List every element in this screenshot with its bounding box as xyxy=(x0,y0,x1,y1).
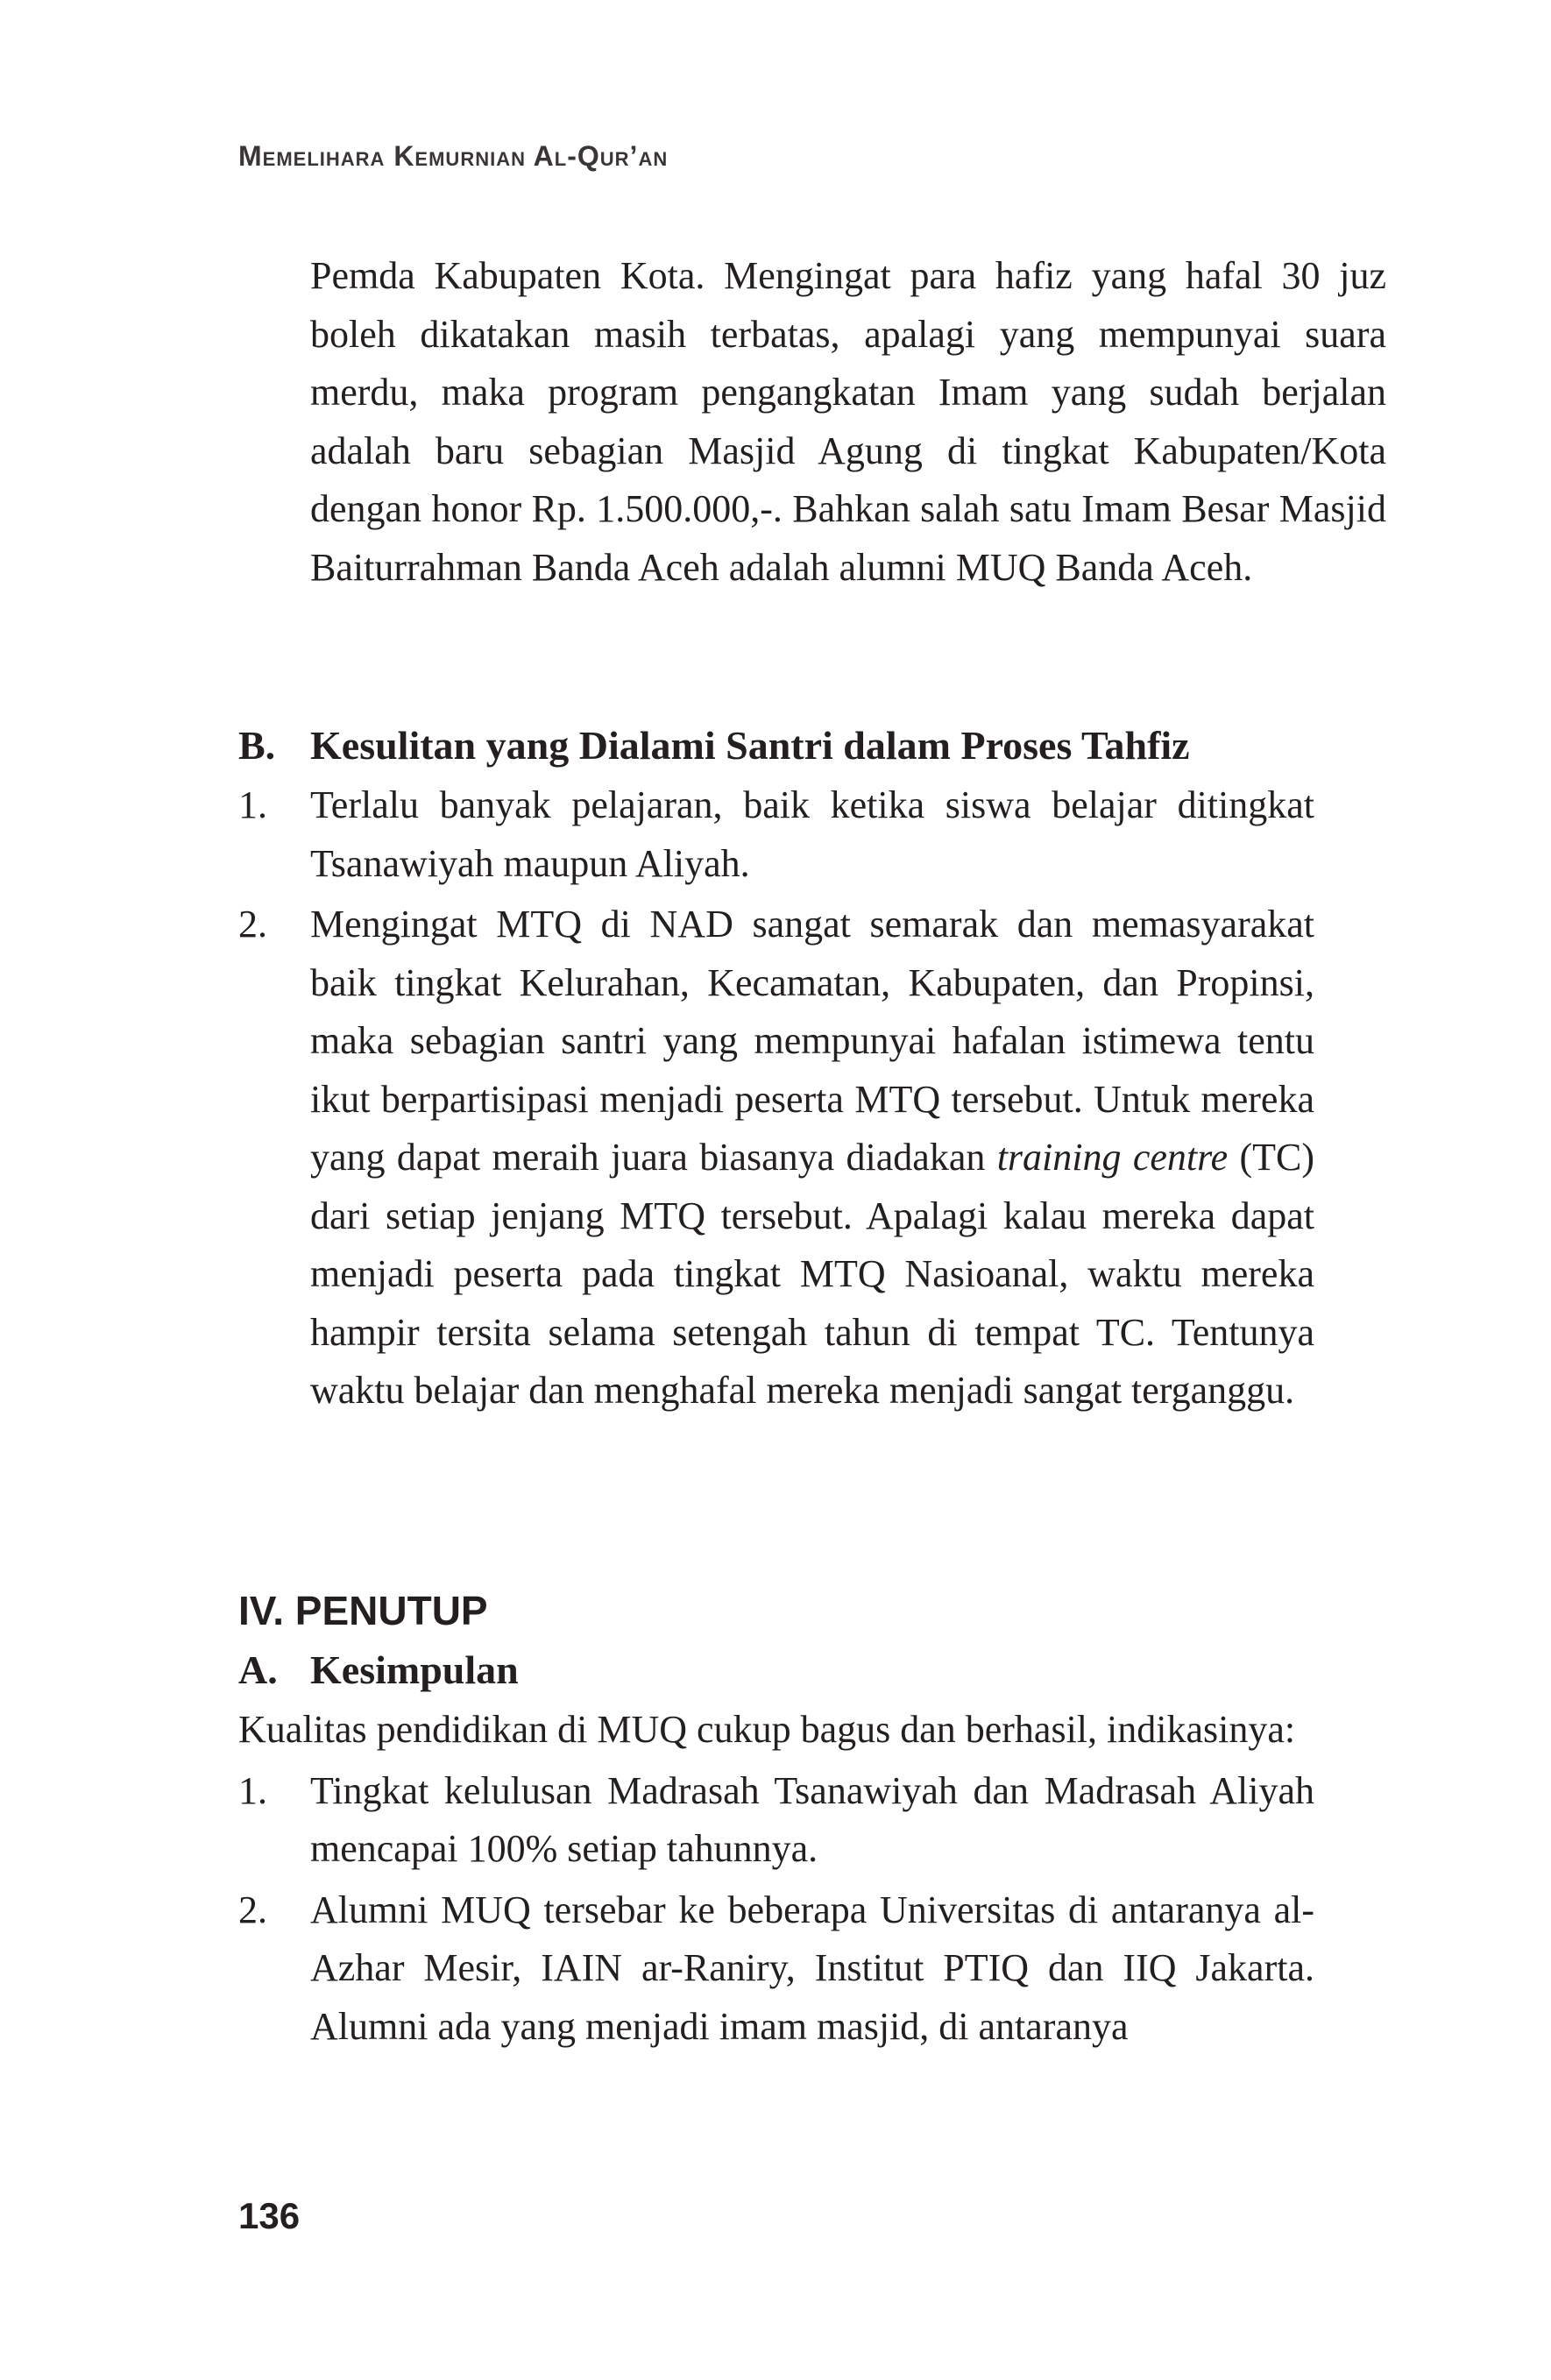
subsection-a-title: Kesimpulan xyxy=(310,1647,519,1692)
list-item xyxy=(238,896,1314,1420)
list-item-text-part: Mengingat MTQ di NAD sangat semarak dan memasyarakat baik tingkat Kelurahan, Kecamatan, Kabupaten, dan Propinsi, maka sebagian santri yang mempunyai hafalan istimewa tentu ikut berpartisipasi menjadi peserta MTQ tersebut. Untuk mereka yang dapat meraih juara biasanya diadakan xyxy=(310,903,1314,1179)
list-item-text: Terlalu banyak pelajaran, baik ketika siswa belajar ditingkat Tsanawiyah maupun Aliyah. xyxy=(310,783,1314,885)
section-iv xyxy=(238,1582,1314,2056)
section-b-heading xyxy=(238,717,1314,775)
intro-paragraph: Pemda Kabupaten Kota. Mengingat para hafiz yang hafal 30 juz boleh dikatakan masih terbatas, apalagi yang mempunyai suara merdu, maka program pengangkatan Imam yang sudah berjalan adalah baru sebagian Masjid Agung di tingkat Kabupaten/Kota dengan honor Rp. 1.500.000,-. Bahkan salah satu Imam Besar Masjid Baiturrahman Banda Aceh adalah alumni MUQ Banda Aceh. xyxy=(310,254,1386,589)
intro-paragraph-block xyxy=(238,247,1386,597)
section-iv-heading: IV. PENUTUP xyxy=(238,1588,488,1633)
section-b-label: B. xyxy=(238,723,276,768)
list-item xyxy=(238,1762,1314,1879)
list-item-text-part: (TC) dari setiap jenjang MTQ tersebut. Apalagi kalau mereka dapat menjadi peserta pada tingkat MTQ Nasioanal, waktu mereka hampir tersita selama setengah tahun di tempat TC. Tentunya waktu belajar dan menghafal mereka menjadi sangat terganggu. xyxy=(310,1136,1314,1412)
list-item xyxy=(238,1881,1314,2057)
list-item-text: Alumni MUQ tersebar ke beberapa Universitas di antaranya al-Azhar Mesir, IAIN ar-Raniry, Institut PTIQ dan IIQ Jakarta. Alumni ada yang menjadi imam masjid, di antaranya xyxy=(310,1888,1314,2048)
section-b-title: Kesulitan yang Dialami Santri dalam Proses Tahfiz xyxy=(310,723,1190,768)
section-b xyxy=(238,717,1314,1420)
list-item-number: 2. xyxy=(238,903,267,946)
subsection-a-heading xyxy=(238,1641,1314,1699)
conclusion-lead: Kualitas pendidikan di MUQ cukup bagus dan berhasil, indikasinya: xyxy=(238,1708,1296,1751)
running-head: Memelihara Kemurnian Al-Qur’an xyxy=(238,140,669,172)
list-item-number: 1. xyxy=(238,1768,267,1812)
list-item-text: Tingkat kelulusan Madrasah Tsanawiyah dan Madrasah Aliyah mencapai 100% setiap tahunnya. xyxy=(310,1768,1314,1870)
page-number: 136 xyxy=(238,2195,301,2236)
italic-term: training centre xyxy=(996,1136,1229,1179)
list-item-number: 1. xyxy=(238,783,267,826)
list-item-text xyxy=(310,896,1314,1420)
list-item xyxy=(238,776,1314,893)
list-item-number: 2. xyxy=(238,1888,267,1931)
subsection-a-label: A. xyxy=(238,1647,278,1692)
